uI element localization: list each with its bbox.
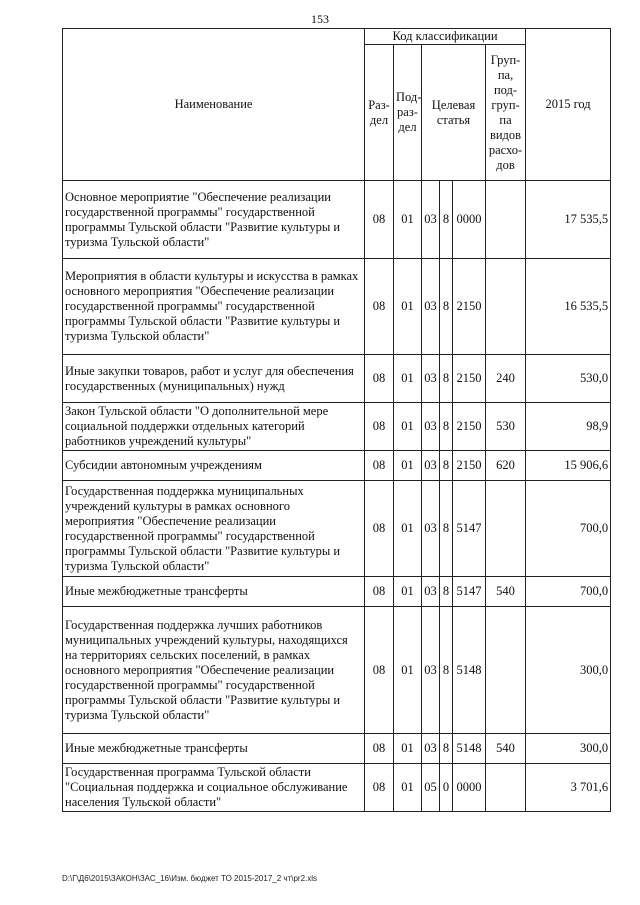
- table-row: [63, 355, 611, 403]
- row-name: Иные закупки товаров, работ и услуг для обеспечения государственных (муниципальных) нужд: [63, 355, 365, 403]
- table-row: [63, 481, 611, 577]
- row-amount: 530,0: [526, 355, 611, 403]
- row-podrazdel: 01: [394, 764, 422, 812]
- file-path-footer: D:\Г\Д6\2015\ЗАКОН\ЗАС_16\Изм. бюджет ТО 2015-2017_2 чт\pr2.xls: [62, 874, 318, 883]
- row-cs-code: 5148: [453, 734, 486, 764]
- page-number: 153: [311, 12, 329, 26]
- row-podrazdel: 01: [394, 481, 422, 577]
- table-row: [63, 764, 611, 812]
- row-vr: [486, 607, 526, 734]
- header-year: 2015 год: [526, 29, 611, 181]
- row-cs-program: 03: [422, 181, 440, 259]
- row-vr: [486, 764, 526, 812]
- row-cs-code: 0000: [453, 181, 486, 259]
- row-vr: [486, 259, 526, 355]
- row-amount: 700,0: [526, 481, 611, 577]
- table-row: [63, 734, 611, 764]
- row-cs-code: 2150: [453, 403, 486, 451]
- row-cs-program: 03: [422, 451, 440, 481]
- header-gruppa: Груп- па, под- груп- па видов расхо- дов: [486, 45, 526, 181]
- row-podrazdel: 01: [394, 451, 422, 481]
- row-cs-code: 5147: [453, 481, 486, 577]
- row-vr: [486, 481, 526, 577]
- row-podrazdel: 01: [394, 403, 422, 451]
- row-cs-sub: 8: [440, 577, 453, 607]
- row-amount: 16 535,5: [526, 259, 611, 355]
- row-cs-sub: 8: [440, 607, 453, 734]
- row-podrazdel: 01: [394, 181, 422, 259]
- row-name: Иные межбюджетные трансферты: [63, 734, 365, 764]
- row-razdel: 08: [365, 764, 394, 812]
- row-amount: 98,9: [526, 403, 611, 451]
- table-row: [63, 451, 611, 481]
- row-cs-code: 2150: [453, 451, 486, 481]
- row-razdel: 08: [365, 607, 394, 734]
- row-cs-sub: 0: [440, 764, 453, 812]
- row-cs-program: 03: [422, 734, 440, 764]
- row-cs-program: 03: [422, 577, 440, 607]
- row-cs-sub: 8: [440, 355, 453, 403]
- row-podrazdel: 01: [394, 607, 422, 734]
- row-razdel: 08: [365, 355, 394, 403]
- row-amount: 300,0: [526, 607, 611, 734]
- row-vr: 540: [486, 577, 526, 607]
- row-cs-program: 03: [422, 355, 440, 403]
- row-cs-sub: 8: [440, 181, 453, 259]
- row-cs-program: 03: [422, 403, 440, 451]
- row-name: Основное мероприятие "Обеспечение реализации государственной программы" государственной программы Тульской области "Развитие культуры и туризма Тульской области": [63, 181, 365, 259]
- row-amount: 3 701,6: [526, 764, 611, 812]
- row-cs-program: 03: [422, 481, 440, 577]
- header-name: Наименование: [63, 29, 365, 181]
- row-cs-program: 03: [422, 607, 440, 734]
- row-amount: 17 535,5: [526, 181, 611, 259]
- row-vr: 540: [486, 734, 526, 764]
- row-vr: 240: [486, 355, 526, 403]
- row-cs-program: 03: [422, 259, 440, 355]
- header-row-top: [63, 29, 611, 45]
- row-amount: 300,0: [526, 734, 611, 764]
- row-name: Государственная поддержка муниципальных учреждений культуры в рамках основного мероприятия "Обеспечение реализации государственной программы" государственной программы Тульской области "Развитие культуры и туризма Тульской области": [63, 481, 365, 577]
- table-row: [63, 403, 611, 451]
- row-podrazdel: 01: [394, 259, 422, 355]
- row-razdel: 08: [365, 403, 394, 451]
- table-row: [63, 577, 611, 607]
- row-amount: 700,0: [526, 577, 611, 607]
- row-vr: 530: [486, 403, 526, 451]
- row-razdel: 08: [365, 181, 394, 259]
- row-podrazdel: 01: [394, 734, 422, 764]
- row-vr: 620: [486, 451, 526, 481]
- table-row: [63, 607, 611, 734]
- row-razdel: 08: [365, 734, 394, 764]
- header-code: Код классификации: [365, 29, 526, 45]
- row-name: Субсидии автономным учреждениям: [63, 451, 365, 481]
- row-vr: [486, 181, 526, 259]
- row-razdel: 08: [365, 577, 394, 607]
- row-cs-code: 2150: [453, 259, 486, 355]
- row-cs-sub: 8: [440, 259, 453, 355]
- row-cs-sub: 8: [440, 403, 453, 451]
- row-amount: 15 906,6: [526, 451, 611, 481]
- row-name: Иные межбюджетные трансферты: [63, 577, 365, 607]
- row-name: Государственная поддержка лучших работников муниципальных учреждений культуры, находящихся на территориях сельских поселений, в рамках основного мероприятия "Обеспечение реализации государственной программы" государственной программы Тульской области "Развитие культуры и туризма Тульской области": [63, 607, 365, 734]
- row-cs-sub: 8: [440, 451, 453, 481]
- row-cs-code: 5147: [453, 577, 486, 607]
- row-cs-program: 05: [422, 764, 440, 812]
- row-cs-code: 0000: [453, 764, 486, 812]
- row-podrazdel: 01: [394, 355, 422, 403]
- row-name: Государственная программа Тульской области "Социальная поддержка и социальное обслуживание населения Тульской области": [63, 764, 365, 812]
- row-podrazdel: 01: [394, 577, 422, 607]
- table-row: [63, 181, 611, 259]
- row-cs-sub: 8: [440, 481, 453, 577]
- row-razdel: 08: [365, 481, 394, 577]
- header-razdel: Раз- дел: [365, 45, 394, 181]
- header-statya: Целевая статья: [422, 45, 486, 181]
- row-name: Мероприятия в области культуры и искусства в рамках основного мероприятия "Обеспечение реализации государственной программы" государственной программы Тульской области "Развитие культуры и туризма Тульской области": [63, 259, 365, 355]
- row-razdel: 08: [365, 259, 394, 355]
- row-cs-code: 5148: [453, 607, 486, 734]
- row-cs-sub: 8: [440, 734, 453, 764]
- budget-table: [62, 28, 611, 812]
- row-name: Закон Тульской области "О дополнительной мере социальной поддержки отдельных категорий работников учреждений культуры": [63, 403, 365, 451]
- row-razdel: 08: [365, 451, 394, 481]
- row-cs-code: 2150: [453, 355, 486, 403]
- header-podrazdel: Под- раз- дел: [394, 45, 422, 181]
- table-row: [63, 259, 611, 355]
